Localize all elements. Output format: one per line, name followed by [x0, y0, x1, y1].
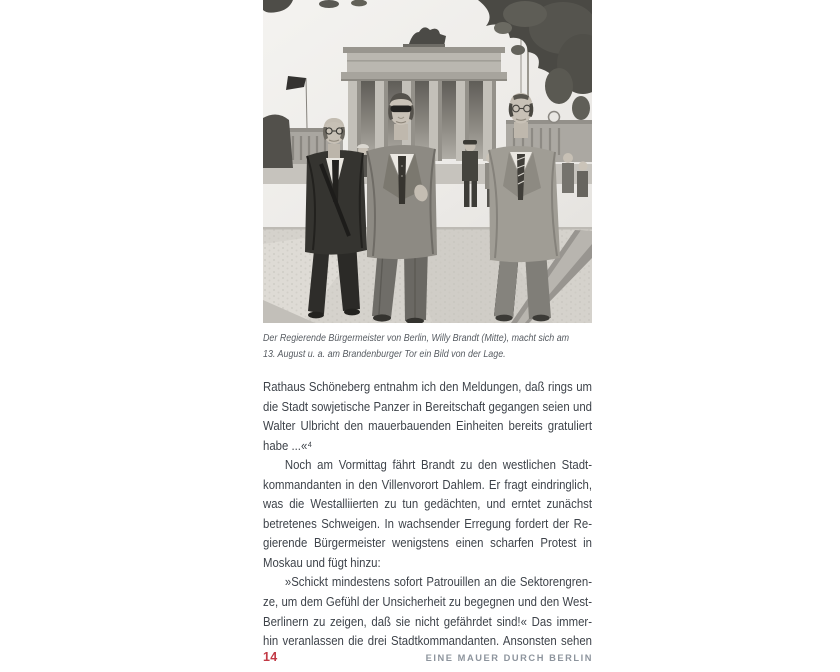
body-text-line: betretenes Schweigen. In wachsender Erregung fordert der Re- — [263, 515, 592, 531]
body-text-line: kommandanten in den Villenvorort Dahlem. Er fragt eindringlich, — [263, 476, 592, 492]
body-text-line: was die Westalliierten zu tun gedächten, und erntet zunächst — [263, 496, 592, 512]
body-text-line: Walter Ulbricht den mauerbauenden Einheiten bereits gratuliert — [263, 418, 592, 434]
body-text-line: hin veranlassen die drei Stadtkommandanten. Ansonsten sehen — [263, 633, 592, 649]
body-text-line: Rathaus Schöneberg entnahm ich den Meldungen, daß rings um — [263, 379, 592, 394]
body-text-line: »Schickt mindestens sofort Patrouillen an die Sektorengren- — [284, 574, 592, 590]
body-text-line: Moskau und fügt hinzu: — [263, 554, 381, 570]
body-text-line: gierende Bürgermeister wenigstens einen scharfen Protest in — [263, 535, 592, 551]
page-footer — [263, 650, 593, 664]
body-text-line: Noch am Vormittag fährt Brandt zu den westlichen Stadt- — [284, 457, 592, 473]
caption-line-2: 13. August u. a. am Brandenburger Tor ein Bild von der Lage. — [263, 348, 506, 360]
photo-caption — [263, 331, 592, 362]
content-column — [263, 0, 593, 672]
caption-line-1: Der Regierende Bürgermeister von Berlin, Willy Brandt (Mitte), macht sich am — [263, 333, 570, 344]
body-text-line: die Stadt sowjetische Panzer in Bereitschaft gegangen seien und — [263, 398, 592, 414]
footer-running-title: EINE MAUER DURCH BERLIN — [425, 653, 593, 663]
footer-page-number: 14 — [263, 650, 278, 664]
historical-photo — [263, 0, 592, 323]
body-text-line: Berlinern zu zeigen, daß sie nicht gefährdet sind!« Das immer- — [263, 613, 592, 629]
brandenburg-gate — [341, 27, 507, 161]
body-text — [263, 377, 592, 651]
body-text-line: habe ...«⁴ — [263, 437, 313, 453]
body-text-line: ze, um dem Gefühl der Unsicherheit zu begegnen und den West- — [263, 594, 592, 610]
photo-illustration — [263, 0, 592, 323]
